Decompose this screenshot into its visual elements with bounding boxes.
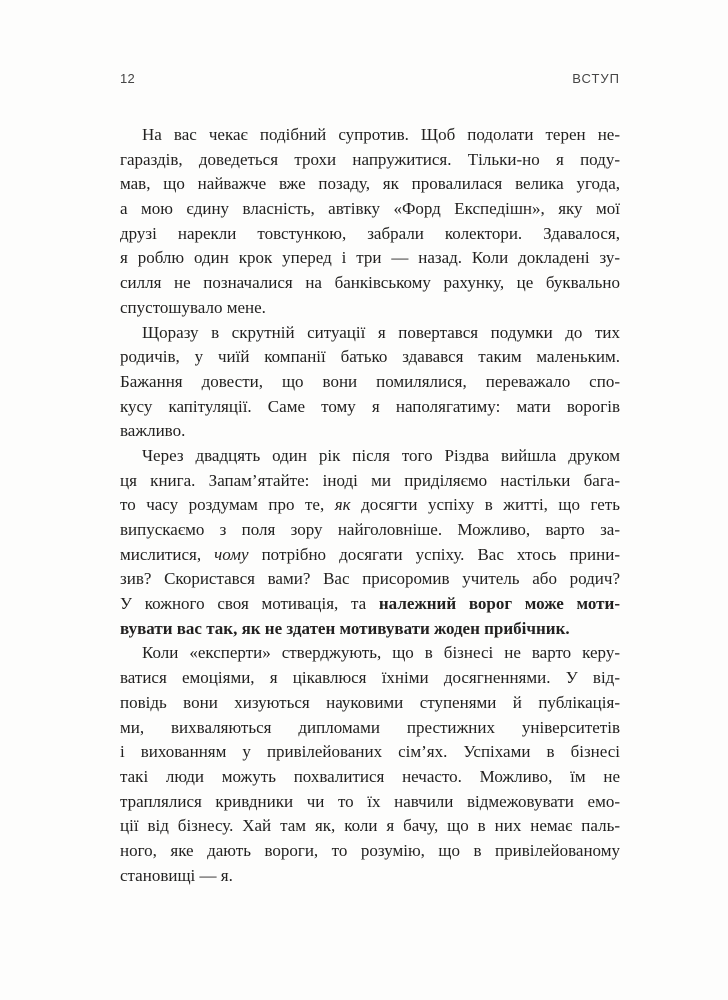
text-run: гараздів, доведеться трохи напружитися. Тільки-но я поду- xyxy=(120,149,620,169)
text-run: як xyxy=(334,495,351,515)
text-run: потрібно досягати успіху. Вас хтось прини- xyxy=(248,544,620,564)
text-run: ватися емоціями, я цікавлюся їхніми досягненнями. У від- xyxy=(120,668,620,688)
text-run: ного, яке дають вороги, то розумію, що в привілейованому xyxy=(120,840,620,860)
text-run: мислитися, xyxy=(120,544,215,564)
text-run: такі люди можуть похвалитися нечасто. Можливо, їм не xyxy=(120,766,620,786)
text-line xyxy=(120,814,620,839)
text-run: родичів, у чиїй компанії батько здавався таким маленьким. xyxy=(120,347,620,367)
text-line xyxy=(120,493,620,518)
text-run: Бажання довести, що вони помилялися, переважало спо- xyxy=(120,371,620,391)
text-line xyxy=(120,444,620,469)
text-run: а мою єдину власність, автівку «Форд Експедішн», яку мої xyxy=(120,199,620,219)
text-line xyxy=(120,345,620,370)
text-run: досягти успіху в житті, що геть xyxy=(350,495,620,515)
text-run: то часу роздумам про те, xyxy=(120,495,335,515)
paragraph xyxy=(120,321,620,444)
text-run: У кожного своя мотивація, та xyxy=(120,594,379,614)
text-line xyxy=(120,271,620,296)
text-run: мав, що найважче вже позаду, як провалилася велика угода, xyxy=(120,174,620,194)
text-line xyxy=(120,148,620,173)
text-run: і вихованням у привілейованих сім’ях. Успіхами в бізнесі xyxy=(120,742,620,762)
text-line xyxy=(120,666,620,691)
text-line xyxy=(120,765,620,790)
text-run: друзі нарекли товстункою, забрали колектори. Здавалося, xyxy=(120,223,620,243)
text-line xyxy=(120,740,620,765)
text-run: Через двадцять один рік після того Різдва вийшла друком xyxy=(142,445,620,465)
running-title: ВСТУП xyxy=(572,71,620,86)
text-line xyxy=(120,246,620,271)
text-line xyxy=(120,469,620,494)
text-run: Щоразу в скрутній ситуації я повертався подумки до тих xyxy=(142,322,620,342)
text-line xyxy=(120,839,620,864)
text-run: становищі — я. xyxy=(120,865,233,885)
paragraph xyxy=(120,123,620,321)
text-run: силля не позначалися на банківському рахунку, це буквально xyxy=(120,273,620,293)
text-line xyxy=(120,567,620,592)
text-run: На вас чекає подібний супротив. Щоб подолати терен не- xyxy=(142,125,620,144)
text-line xyxy=(120,419,620,444)
page-body xyxy=(120,123,620,888)
text-run: ми, вихваляються дипломами престижних університетів xyxy=(120,717,620,737)
text-line xyxy=(120,617,620,642)
text-line xyxy=(120,592,620,617)
text-run: випускаємо з поля зору найголовніше. Можливо, варто за- xyxy=(120,520,620,539)
text-run: чому xyxy=(214,544,249,564)
text-line xyxy=(120,222,620,247)
text-line xyxy=(120,691,620,716)
text-line xyxy=(120,716,620,741)
text-line xyxy=(120,543,620,568)
text-line xyxy=(120,197,620,222)
text-line xyxy=(120,296,620,321)
text-run: кусу капітуляції. Саме тому я наполягатиму: мати ворогів xyxy=(120,396,620,416)
text-run: повідь вони хизуються науковими ступенями й публікація- xyxy=(120,692,620,712)
page-number: 12 xyxy=(120,71,136,86)
text-run: спустошувало мене. xyxy=(120,297,266,317)
text-line xyxy=(120,641,620,666)
text-line xyxy=(120,518,620,543)
text-run: вувати вас так, як не здатен мотивувати жоден прибічник. xyxy=(120,618,570,638)
text-line xyxy=(120,123,620,148)
paragraph xyxy=(120,641,620,888)
running-header xyxy=(120,71,620,86)
text-line xyxy=(120,172,620,197)
text-run: я роблю один крок уперед і три — назад. Коли докладені зу- xyxy=(120,248,620,268)
text-run: траплялися кривдники чи то їх навчили відмежовувати емо- xyxy=(120,791,620,811)
text-line xyxy=(120,864,620,889)
text-run: ця книга. Запам’ятайте: іноді ми приділяємо настільки бага- xyxy=(120,470,620,490)
text-run: Коли «експерти» стверджують, що в бізнесі не варто керу- xyxy=(142,643,620,663)
text-run: ції від бізнесу. Хай там як, коли я бачу, що в них немає паль- xyxy=(120,816,620,836)
paragraph xyxy=(120,444,620,642)
text-run: належний ворог може моти- xyxy=(378,594,620,614)
text-run: зив? Скористався вами? Вас присоромив учитель або родич? xyxy=(120,569,620,589)
text-line xyxy=(120,395,620,420)
text-line xyxy=(120,370,620,395)
text-run: важливо. xyxy=(120,421,186,441)
text-line xyxy=(120,321,620,346)
text-line xyxy=(120,790,620,815)
